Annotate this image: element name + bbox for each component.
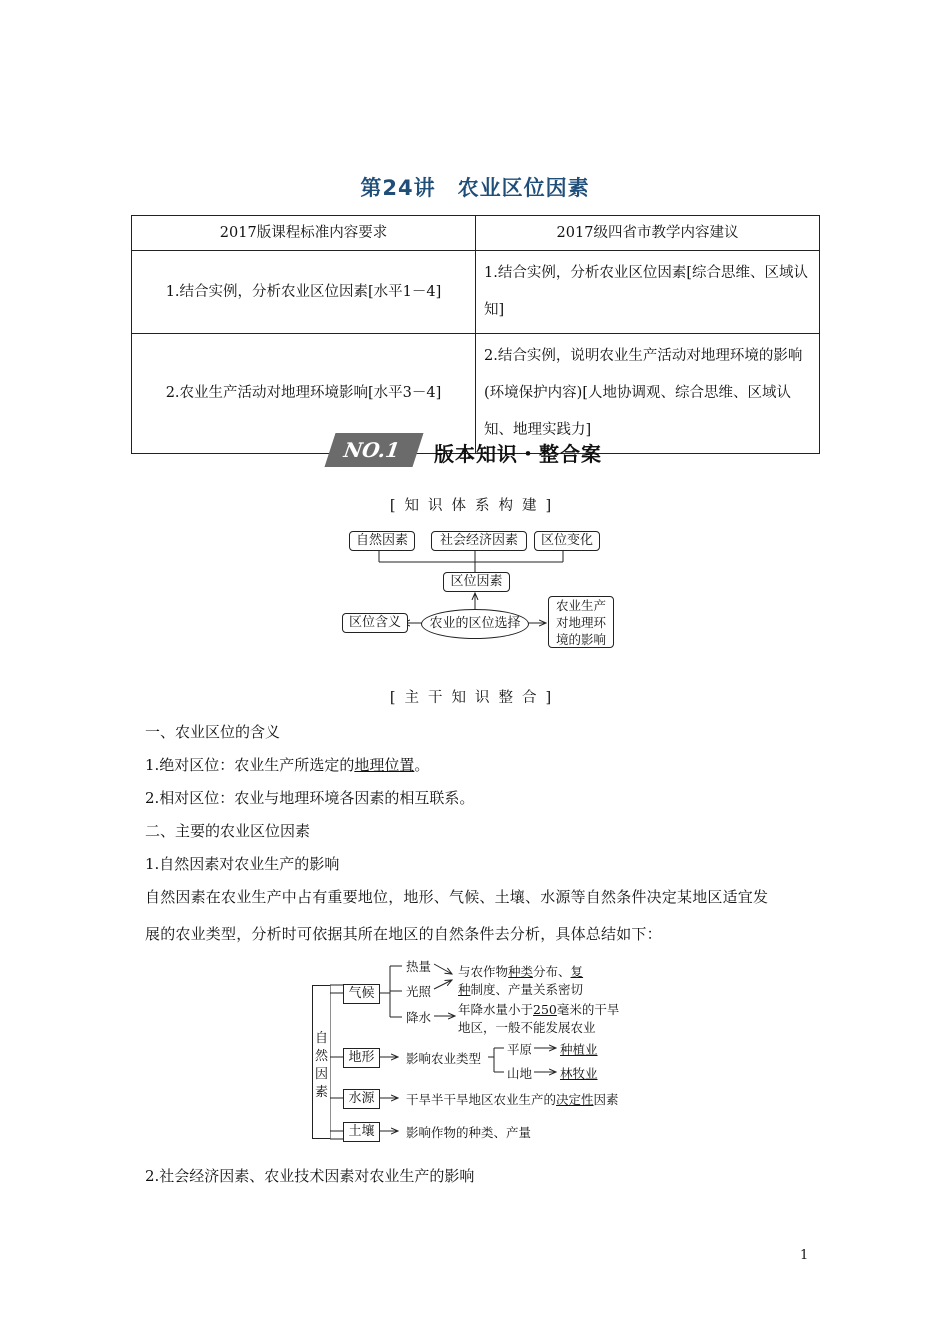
- mountain-result: 林牧业: [560, 1066, 598, 1081]
- page-number: 1: [800, 1248, 809, 1263]
- text: 年降水量小于: [458, 1002, 534, 1017]
- section1-heading: 一、农业区位的含义: [145, 723, 281, 741]
- section2-sub2: 2.社会经济因素、农业技术因素对农业生产的影响: [145, 1167, 475, 1185]
- section1-item2: 2.相对区位：农业与地理环境各因素的相互联系。: [145, 789, 475, 807]
- diagram-box-impact: 农业生产对地理环境的影响: [548, 596, 614, 648]
- mountain-label: 山地: [507, 1066, 533, 1081]
- heat-light-effect-line1: [458, 962, 583, 980]
- diagram-box-location-meaning: 区位含义: [342, 613, 408, 633]
- section2-paragraph-line2: 展的农业类型，分析时可依据其所在地区的自然条件去分析，具体总结如下：: [145, 925, 662, 943]
- rain-effect-line1: [458, 1000, 619, 1018]
- table-cell: 1.结合实例，分析农业区位因素[综合思维、区域认知]: [476, 251, 820, 334]
- underlined-answer: 地理位置: [354, 756, 415, 774]
- soil-effect: 影响作物的种类、产量: [406, 1125, 532, 1140]
- text: 干旱半干旱地区农业生产的: [406, 1092, 557, 1107]
- page-title: 第24讲 农业区位因素: [360, 176, 590, 200]
- main-knowledge-heading: [主干知识整合]: [389, 690, 561, 706]
- water-effect: [406, 1090, 619, 1108]
- plain-result: 种植业: [560, 1042, 598, 1057]
- table-header-suggestion: 2017级四省市教学内容建议: [476, 216, 820, 251]
- knowledge-system-heading: [知识体系构建]: [389, 498, 561, 514]
- heat-label: 热量: [406, 959, 432, 974]
- table-cell: 2.农业生产活动对地理环境影响[水平3－4]: [132, 334, 476, 454]
- text: 因素: [593, 1092, 619, 1107]
- text: 分布、: [533, 964, 571, 979]
- banner-title: 版本知识・整合案: [434, 442, 602, 466]
- table-cell: 2.结合实例，说明农业生产活动对地理环境的影响(环境保护内容)[人地协调观、综合思维、区域认知、地理实践力]: [476, 334, 820, 454]
- soil-box: 土壤: [343, 1122, 380, 1142]
- light-label: 光照: [406, 984, 432, 999]
- climate-box: 气候: [343, 984, 380, 1004]
- rain-effect-line2: 地区，一般不能发展农业: [458, 1020, 596, 1035]
- terrain-effect: 影响农业类型: [406, 1051, 482, 1066]
- text: 制度、产量关系密切: [470, 982, 584, 997]
- diagram-box-location-change: 区位变化: [534, 531, 600, 551]
- section2-paragraph-line1: 自然因素在农业生产中占有重要地位，地形、气候、土壤、水源等自然条件决定某地区适宜发: [145, 888, 769, 906]
- text: 。: [414, 756, 430, 774]
- text: 毫米的干旱: [556, 1002, 620, 1017]
- heat-light-effect-line2: [458, 980, 583, 998]
- section2-heading: 二、主要的农业区位因素: [145, 822, 311, 840]
- table-cell: 1.结合实例，分析农业区位因素[水平1－4]: [132, 251, 476, 334]
- banner-badge-text: NO.1: [342, 438, 402, 462]
- underlined-answer: 250: [533, 1002, 557, 1017]
- water-box: 水源: [343, 1089, 380, 1109]
- diagram-box-socioeconomic: 社会经济因素: [431, 531, 527, 551]
- underlined-answer: 复: [570, 964, 584, 979]
- underlined-answer: 决定性: [556, 1092, 594, 1107]
- text: 1.绝对区位：农业生产所选定的: [145, 756, 355, 774]
- rain-label: 降水: [406, 1010, 432, 1025]
- underlined-answer: 种: [458, 982, 471, 997]
- section2-sub1: 1.自然因素对农业生产的影响: [145, 855, 340, 873]
- underlined-answer: 种类: [508, 964, 534, 979]
- text: 与农作物: [458, 964, 509, 979]
- table-header-standard: 2017版课程标准内容要求: [132, 216, 476, 251]
- plain-label: 平原: [507, 1042, 533, 1057]
- natural-factors-root: 自然因素: [312, 985, 330, 1139]
- diagram-box-natural: 自然因素: [349, 531, 415, 551]
- diagram-box-location-factors: 区位因素: [443, 572, 510, 592]
- terrain-box: 地形: [343, 1048, 380, 1068]
- diagram-ellipse-agri-location: 农业的区位选择: [421, 609, 529, 639]
